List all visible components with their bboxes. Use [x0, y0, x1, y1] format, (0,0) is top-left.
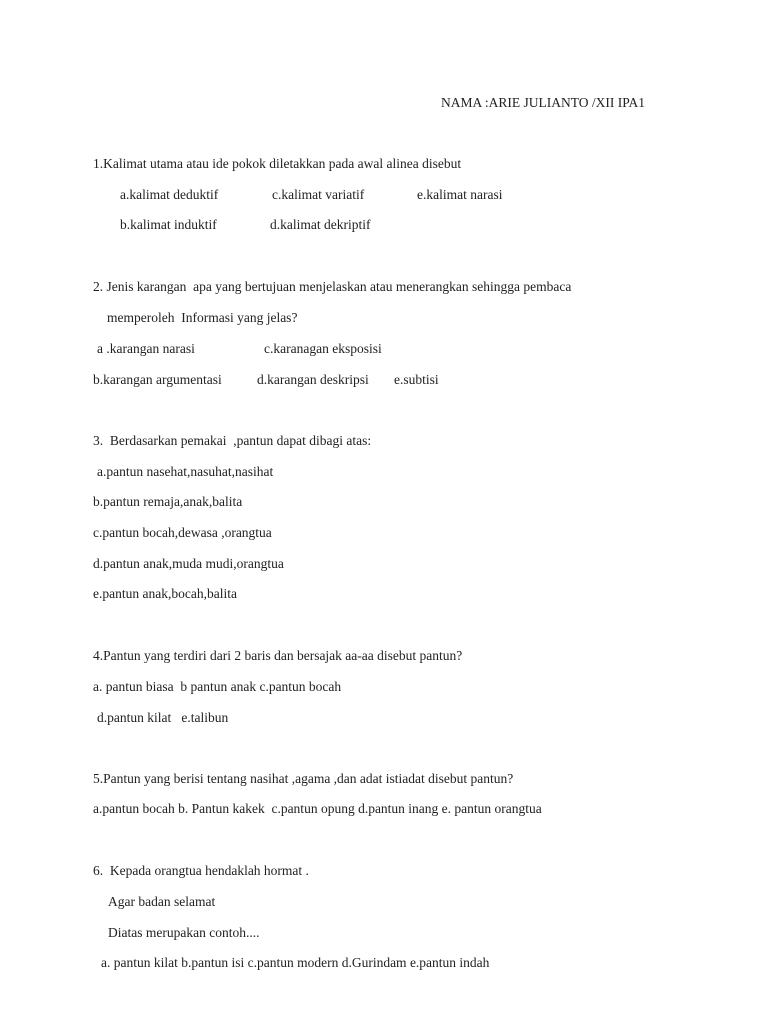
question-5-text: 5.Pantun yang berisi tentang nasihat ,agama ,dan adat istiadat disebut pantun? — [93, 771, 514, 786]
question-1-option-d: d.kalimat dekriptif — [270, 217, 371, 232]
question-3-text: 3. Berdasarkan pemakai ,pantun dapat dibagi atas: — [93, 433, 372, 448]
question-3-option-e: e.pantun anak,bocah,balita — [93, 586, 237, 601]
question-3-option-d: d.pantun anak,muda mudi,orangtua — [93, 556, 284, 571]
question-2-option-b: b.karangan argumentasi — [93, 372, 222, 387]
question-6-text: 6. Kepada orangtua hendaklah hormat . — [93, 863, 309, 878]
question-4-options-line-2: d.pantun kilat e.talibun — [97, 710, 229, 725]
question-3-option-b: b.pantun remaja,anak,balita — [93, 494, 243, 509]
question-6-text-line-3: Diatas merupakan contoh.... — [108, 925, 260, 940]
question-1-option-b: b.kalimat induktif — [120, 217, 217, 232]
question-1-option-a: a.kalimat deduktif — [120, 187, 219, 202]
question-1-text: 1.Kalimat utama atau ide pokok diletakkan pada awal alinea disebut — [93, 156, 462, 171]
question-5-options: a.pantun bocah b. Pantun kakek c.pantun opung d.pantun inang e. pantun orangtua — [93, 801, 542, 816]
question-2-text-continued: memperoleh Informasi yang jelas? — [107, 310, 298, 325]
question-4-options-line-1: a. pantun biasa b pantun anak c.pantun bocah — [93, 679, 342, 694]
question-2-option-d: d.karangan deskripsi — [257, 372, 369, 387]
question-1-option-e: e.kalimat narasi — [417, 187, 503, 202]
question-6-text-line-2: Agar badan selamat — [108, 894, 216, 909]
question-4-text: 4.Pantun yang terdiri dari 2 baris dan bersajak aa-aa disebut pantun? — [93, 648, 463, 663]
question-3-option-a: a.pantun nasehat,nasuhat,nasihat — [97, 464, 274, 479]
question-1-option-c: c.kalimat variatif — [272, 187, 365, 202]
question-6-options: a. pantun kilat b.pantun isi c.pantun modern d.Gurindam e.pantun indah — [101, 955, 490, 970]
student-name-line: NAMA :ARIE JULIANTO /XII IPA1 — [441, 95, 646, 110]
question-2-text: 2. Jenis karangan apa yang bertujuan menjelaskan atau menerangkan sehingga pembaca — [93, 279, 572, 294]
question-2-option-e: e.subtisi — [394, 372, 439, 387]
question-2-option-c: c.karanagan eksposisi — [264, 341, 382, 356]
question-3-option-c: c.pantun bocah,dewasa ,orangtua — [93, 525, 272, 540]
question-2-option-a: a .karangan narasi — [97, 341, 195, 356]
